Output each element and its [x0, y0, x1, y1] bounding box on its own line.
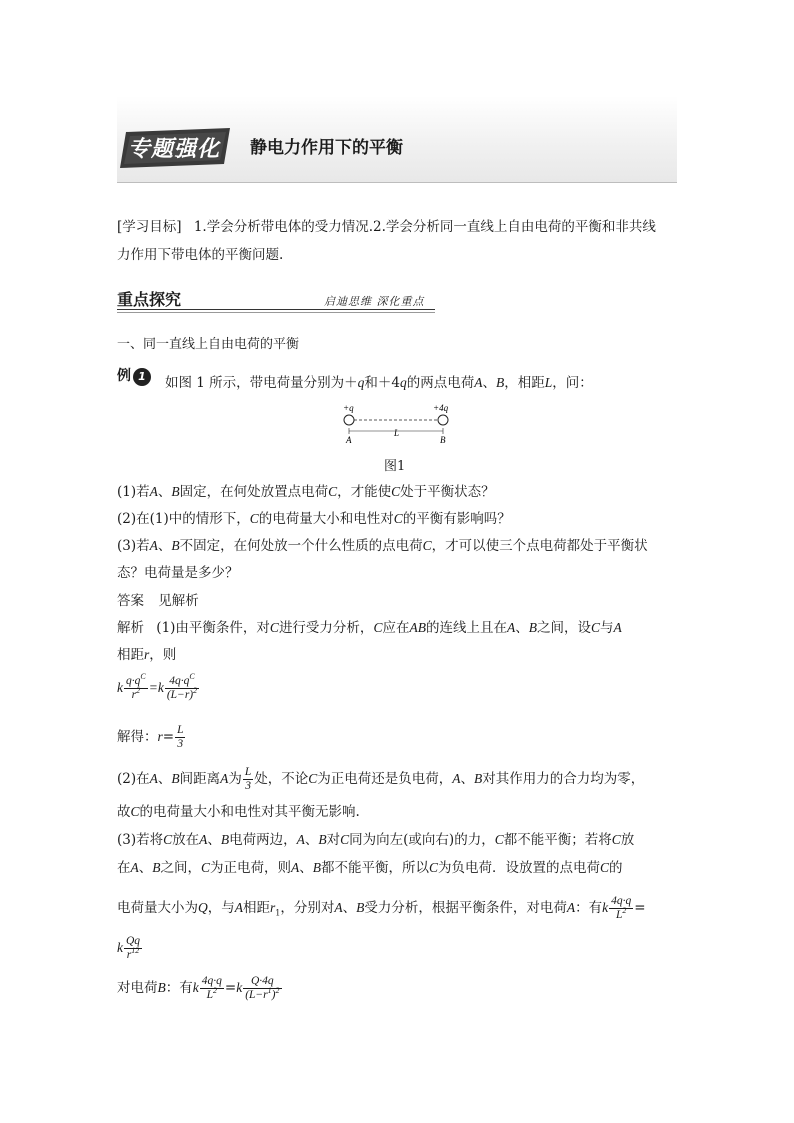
analysis-para-3-line-3: 电荷量大小为Q，与A相距$r_1$，分别对A、B受力分析，根据平衡条件，对电荷A：有k $\frac{4q\cdot q}{L^2}$ =	[117, 895, 646, 921]
objectives-line-1	[117, 217, 656, 237]
subsection-title: 一、同一直线上自由电荷的平衡	[117, 337, 300, 352]
answer-label: 答案	[117, 593, 144, 609]
page-title: 静电力作用下的平衡	[250, 138, 403, 158]
answer-line	[117, 591, 199, 611]
objectives-line-2: 力作用下带电体的平衡问题.	[117, 247, 284, 263]
section-tagline: 启迪思维 深化重点	[324, 295, 425, 308]
charge-a-icon	[344, 415, 354, 425]
question-3: (3)若A、B不固定，在何处放一个什么性质的点电荷C，才可以使三个点电荷都处于平衡状	[117, 538, 648, 554]
example-number: 1	[133, 368, 151, 386]
question-2: (2)在(1)中的情形下，C的电荷量大小和电性对C的平衡有影响吗？	[117, 511, 511, 527]
section-divider-thin	[117, 312, 435, 313]
example-badge	[117, 365, 151, 386]
analysis-para-3-line-1: (3)若将C放在A、B电荷两边，A、B对C同为向左(或向右)的力，C都不能平衡；若将C放	[117, 832, 635, 848]
equation-1: k $\frac{q\cdot q^C}{r^2}$ =k $\frac{4q\cdot q^C}{(L-r)^2}$	[117, 672, 198, 702]
charge-a-label: +q	[343, 403, 354, 413]
answer-text: 见解析	[158, 593, 199, 609]
analysis-line-2: 相距r，则	[117, 647, 177, 663]
analysis-para-2-cont: 故C的电荷量大小和电性对其平衡无影响.	[117, 804, 360, 820]
distance-label: L	[394, 428, 400, 438]
analysis-para-4: 对电荷B：有k $\frac{4q\cdot q}{L^2}$ =k $\frac{Q\cdot 4q}{(L-r^1)^2}$	[117, 975, 280, 1001]
point-a-label: A	[346, 435, 352, 445]
example-intro: 如图 1 所示，带电荷量分别为＋q和＋4q的两点电荷A、B，相距L，问：	[165, 375, 593, 391]
equation-3: k $\frac{Qq}{r^{12}}$	[117, 935, 141, 962]
question-1: (1)若A、B固定，在何处放置点电荷C，才能使C处于平衡状态？	[117, 484, 495, 500]
charge-b-icon	[438, 415, 448, 425]
analysis-label: 解析	[117, 620, 144, 636]
analysis-para-2: (2)在A、B间距离A为 $\frac{L}{3}$ 处，不论C为正电荷还是负电荷，A、B对其作用力的合力均为零，	[117, 766, 645, 792]
objectives-text: 1.学会分析带电体的受力情况.2.学会分析同一直线上自由电荷的平衡和非共线	[193, 219, 656, 235]
section-divider	[117, 309, 435, 310]
point-b-label: B	[440, 435, 446, 445]
charges-figure	[335, 398, 465, 448]
analysis-para-3-line-2: 在A、B之间，C为正电荷，则A、B都不能平衡，所以C为负电荷．设放置的点电荷C的	[117, 860, 623, 876]
figure-caption: 图1	[384, 459, 406, 474]
solution-line: 解得：r= $\frac{L}{3}$	[117, 724, 184, 750]
topic-badge-label: 专题强化	[128, 137, 221, 162]
example-label: 例	[117, 368, 131, 384]
question-3-cont: 态？电荷量是多少？	[117, 565, 239, 581]
section-title: 重点探究	[117, 290, 182, 309]
objectives-label: [学习目标]	[117, 219, 182, 235]
analysis-line-1: 解析 (1)由平衡条件，对C进行受力分析，C应在AB的连线上且在A、B之间，设C与A	[117, 620, 622, 636]
charge-b-label: +4q	[433, 403, 449, 413]
